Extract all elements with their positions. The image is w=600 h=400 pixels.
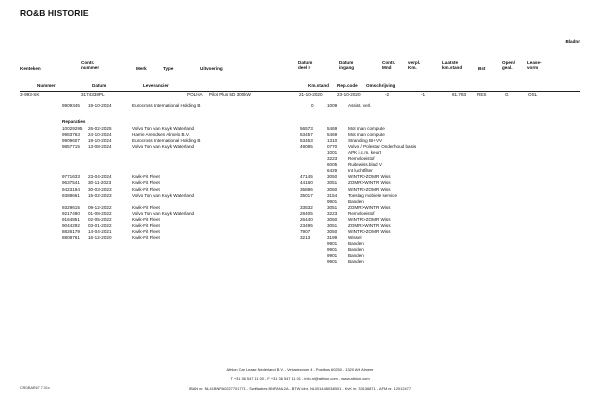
repair-omschrijving: Toeslag mobiele service (348, 192, 398, 198)
repair-repcode: 5469 (327, 126, 338, 131)
repair-kmstand: 35896 (300, 186, 313, 192)
contract-row (0, 93, 600, 99)
header-omschrijving: Omschrijving (366, 83, 396, 88)
repair-nummer: 9044292 (62, 222, 80, 228)
repair-datum: 15-02-2023 (88, 192, 112, 198)
header-open-geal: Open/ geal. (502, 60, 516, 70)
footer-address: Athlon Car Lease Nederland B.V. - Veluwezoom 4 - Postbus 60250 - 1320 AH Almere (226, 367, 374, 372)
header-laatste-kmstand: Laatste km.stand (442, 60, 463, 70)
header-merk: Merk (136, 66, 147, 71)
repair-omschrijving: Banden (348, 247, 364, 252)
footer-doc-code: CRDBAR67 7.01v (20, 386, 50, 390)
repair-datum: 01-08-2022 (88, 210, 112, 216)
repair-nummer: 9217490 (62, 210, 80, 216)
repair-omschrijving: Stranding BI+VV (348, 138, 383, 144)
repair-leverancier: Kwik-Fit Fleet (132, 204, 160, 210)
repair-omschrijving: Ruitewiss.blad V (348, 162, 382, 168)
contract-datum-ingang: 23-10-2020 (337, 92, 361, 97)
repair-repcode: 3050 (327, 216, 338, 222)
header-nummer: Nummer (37, 83, 56, 88)
repair-kmstand: 53453 (300, 138, 313, 144)
repair-datum: 19-10-2024 (88, 138, 112, 144)
repair-datum: 03-01-2022 (88, 222, 112, 228)
header-contr-mnd: Contr. Mnd (382, 60, 396, 70)
repair-repcode: 9901 (327, 240, 338, 246)
header-repcode: Rep.code (337, 83, 358, 88)
assist-datum: 19-10-2024 (88, 103, 112, 108)
repair-datum: 16-12-2020 (88, 234, 112, 240)
repair-repcode: 1001 (327, 150, 338, 156)
repair-repcode: 5469 (327, 132, 338, 138)
header-bst: Bst (478, 66, 486, 71)
repair-omschrijving: Remvloeistof (348, 210, 375, 216)
header-type: Type (163, 66, 174, 71)
header-contr-nummer: Contr. nummer (81, 60, 100, 70)
repair-nummer: 9423194 (62, 186, 80, 192)
repair-omschrijving: ZOMR>WINTR Wiss (348, 222, 391, 228)
repair-kmstand: 44160 (300, 180, 313, 186)
repair-repcode: 9901 (327, 198, 338, 204)
repair-repcode: 6005 (327, 162, 338, 168)
repair-repcode: 9901 (327, 253, 338, 259)
repair-datum: 23-04-2024 (88, 174, 112, 180)
repair-repcode: 9901 (327, 259, 338, 265)
repair-kmstand: 7907 (300, 228, 311, 234)
header-verpl-km: verpl. Km. (408, 60, 421, 70)
repair-nummer: 9983763 (62, 132, 80, 138)
assist-omschrijving: Assist. verl. (348, 103, 372, 108)
repair-repcode: 3050 (327, 228, 338, 234)
contract-verpl-km: -1 (421, 92, 426, 97)
repair-datum: 02-05-2022 (88, 216, 112, 222)
repair-nummer: 8808761 (62, 234, 80, 240)
repair-datum: 26-02-2025 (88, 126, 112, 131)
repair-omschrijving: Mot man compute (348, 132, 385, 138)
repair-omschrijving: Int luchtfilter (348, 168, 373, 174)
repair-omschrijving: ZOMR>WINTR Wiss (348, 180, 391, 186)
contract-merk: POLHA (187, 92, 203, 97)
repair-leverancier: Volvo Ton van Kuyk Waterland (132, 126, 195, 131)
page-number-label: Bladnr (565, 39, 580, 44)
repair-datum: 30-03-2023 (88, 186, 112, 192)
repair-leverancier: Eurocross International Holding B (132, 138, 201, 144)
repair-kmstand: 26440 (300, 216, 313, 222)
repair-leverancier: Kwik-Fit Fleet (132, 174, 160, 180)
repair-repcode: 3051 (327, 204, 338, 210)
repair-kmstand: 3213 (300, 234, 311, 240)
header-datum-deel: Datum deel I (298, 60, 313, 70)
repair-omschrijving: WINTR>ZOMR Wiss (348, 186, 391, 192)
repair-leverancier: Kwik-Fit Fleet (132, 180, 160, 186)
header-datum-ingang: Datum ingang (339, 60, 355, 70)
header-lease-vorm: Lease- vorm (527, 60, 542, 70)
repair-leverancier: Kwik-Fit Fleet (132, 186, 160, 192)
assist-leverancier: Eurocross International Holding B (132, 103, 201, 108)
assist-nummer: 9909345 (62, 103, 80, 108)
repair-repcode: 3223 (327, 156, 338, 162)
repair-nummer: 9388661 (62, 192, 80, 198)
repair-repcode: 1310 (327, 138, 338, 144)
repair-kmstand: 23495 (300, 222, 313, 228)
repair-nummer: 9909607 (62, 138, 80, 144)
repair-row (0, 260, 600, 266)
repair-kmstand: 47145 (300, 174, 313, 180)
footer-registration: IBAN nr. NL41BNPA0227701771 - Swiftadres BNPANL2A - BTW idnr. NL001448034B01 - KvK nr. 33136871 - AFM nr. 12012477 (189, 386, 411, 391)
repair-omschrijving: WINTR>ZOMR Wiss (348, 174, 391, 180)
repair-omschrijving: Volvo / Polestar Onderhoud basis (348, 144, 417, 150)
repair-omschrijving: ZOMR>WINTR Wiss (348, 204, 391, 210)
repair-repcode: 3223 (327, 210, 338, 216)
repair-datum: 09-12-2022 (88, 204, 112, 210)
repair-nummer: 9637541 (62, 180, 80, 186)
repair-nummer: 9857715 (62, 144, 80, 150)
repair-leverancier: Volvo Ton van Kuyk Waterland (132, 210, 195, 216)
repair-kmstand: 33532 (300, 204, 313, 210)
repair-nummer: 8826179 (62, 228, 80, 234)
repair-nummer: 9771633 (62, 174, 80, 180)
section-reparaties: Reparaties (62, 119, 86, 124)
repair-leverancier: Kwik-Fit Fleet (132, 234, 160, 240)
repair-repcode: 9901 (327, 247, 338, 252)
repair-repcode: 3050 (327, 186, 338, 192)
repair-repcode: 3051 (327, 180, 338, 186)
repair-leverancier: Kwik-Fit Fleet (132, 222, 160, 228)
repair-leverancier: Kwik-Fit Fleet (132, 216, 160, 222)
header-datum: Datum (92, 83, 107, 88)
repair-repcode: 0770 (327, 144, 338, 150)
contract-datum-deel: 21-10-2020 (299, 92, 323, 97)
repair-leverancier: Volvo Ton van Kuyk Waterland (132, 192, 195, 198)
repair-leverancier: Volvo Ton van Kuyk Waterland (132, 144, 195, 150)
footer-contact: T +31 36 547 11 00 - F +31 36 547 11 01 - info.nl@athlon.com - www.athlon.com (230, 376, 370, 381)
repair-repcode: 6429 (327, 168, 338, 174)
contract-nummer: 3174338PL (81, 92, 105, 97)
repair-repcode: 3051 (327, 222, 338, 228)
repair-nummer: 9329615 (62, 204, 80, 210)
repair-omschrijving: WINTR>ZOMR Wiss (348, 228, 391, 234)
page-title: RO&B HISTORIE (20, 8, 89, 18)
repair-datum: 13-08-2024 (88, 144, 112, 150)
contract-laatste-kmstand: 61.783 (452, 92, 467, 97)
repair-kmstand: 35017 (300, 192, 313, 198)
repair-kmstand: 56573 (300, 126, 313, 131)
assist-repcode: 1009 (327, 103, 338, 108)
repair-nummer: 9164851 (62, 216, 80, 222)
repair-leverancier: Kwik-Fit Fleet (132, 228, 160, 234)
repair-nummer: 10029295 (62, 126, 83, 131)
repair-datum: 30-11-2023 (88, 180, 112, 186)
assist-kmstand: 0 (311, 103, 314, 108)
contract-open-geal: G (505, 92, 509, 97)
repair-omschrijving: Remvloeistof (348, 156, 375, 162)
header-kmstand: Km.stand (308, 83, 329, 88)
repair-repcode: 3154 (327, 192, 338, 198)
contract-bst: RES (477, 92, 487, 97)
repair-omschrijving: APK i.c.m. keurt (348, 150, 381, 156)
header-leverancier: Leverancier (143, 83, 169, 88)
repair-datum: 24-10-2024 (88, 132, 112, 138)
contract-kenteken: 3-993-SK (20, 92, 40, 97)
contract-lease-vorm: OSL (528, 92, 538, 97)
repair-kmstand: 28405 (300, 210, 313, 216)
repair-omschrijving: Banden (348, 253, 364, 259)
repair-omschrijving: Banden (348, 240, 364, 246)
repair-kmstand: 53457 (300, 132, 313, 138)
assist-row (0, 104, 600, 110)
repair-omschrijving: WINTR>ZOMR Wiss (348, 216, 391, 222)
repair-repcode: 3050 (327, 174, 338, 180)
header-uitvoering: Uitvoering (200, 66, 223, 71)
repair-omschrijving: Banden (348, 259, 364, 265)
repair-omschrijving: Banden (348, 198, 364, 204)
repair-omschrijving: Wissel (348, 234, 362, 240)
contract-type: Pilot Plus 5D 300kW (209, 92, 251, 97)
repair-leverancier: Harrie Arendsen Almelo B.V. (132, 132, 190, 138)
contract-mnd: -2 (385, 92, 390, 97)
repair-repcode: 3199 (327, 234, 338, 240)
repair-omschrijving: Mot man compute (348, 126, 385, 131)
header-kenteken: Kenteken (20, 66, 41, 71)
repair-kmstand: 49085 (300, 144, 313, 150)
repair-datum: 14-04-2021 (88, 228, 112, 234)
